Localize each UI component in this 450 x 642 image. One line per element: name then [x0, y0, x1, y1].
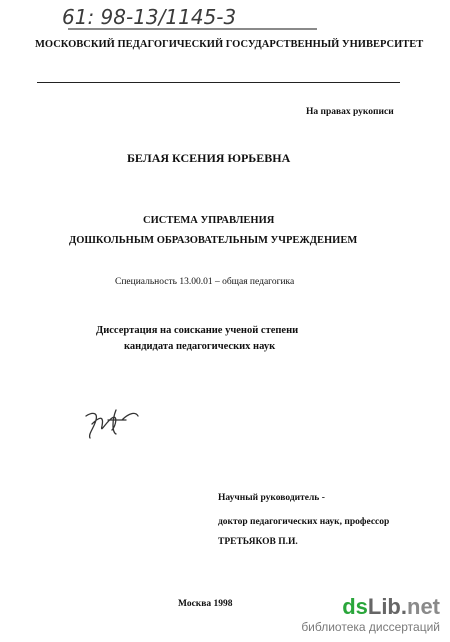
thesis-title-line-2: ДОШКОЛЬНЫМ ОБРАЗОВАТЕЛЬНЫМ УЧРЕЖДЕНИЕМ	[69, 235, 358, 246]
handwritten-number-image	[62, 2, 332, 32]
handwritten-signature	[82, 402, 142, 442]
header-divider	[37, 82, 400, 83]
dslib-watermark	[301, 596, 440, 634]
author-name: БЕЛАЯ КСЕНИЯ ЮРЬЕВНА	[127, 151, 291, 165]
university-name: МОСКОВСКИЙ ПЕДАГОГИЧЕСКИЙ ГОСУДАРСТВЕННЫЙ УНИВЕРСИТЕТ	[35, 39, 424, 50]
advisor-label: Научный руководитель -	[218, 493, 325, 503]
advisor-name: ТРЕТЬЯКОВ П.И.	[218, 537, 298, 547]
degree-line-1: Диссертация на соискание ученой степени	[96, 325, 299, 336]
thesis-title-line-1: СИСТЕМА УПРАВЛЕНИЯ	[143, 215, 275, 226]
handwritten-catalog-number	[62, 2, 332, 32]
rights-note: На правах рукописи	[306, 107, 394, 117]
dslib-logo: dsLib.net	[342, 594, 440, 619]
signature-image	[82, 402, 142, 442]
city-year: Москва 1998	[178, 599, 233, 609]
handwritten-number-text: 61: 98-13/1145-3	[62, 5, 237, 29]
advisor-degree: доктор педагогических наук, профессор	[218, 517, 390, 527]
specialty: Специальность 13.00.01 – общая педагогика	[115, 277, 295, 287]
dslib-subtitle: библиотека диссертаций	[301, 620, 440, 634]
degree-line-2: кандидата педагогических наук	[124, 341, 276, 352]
